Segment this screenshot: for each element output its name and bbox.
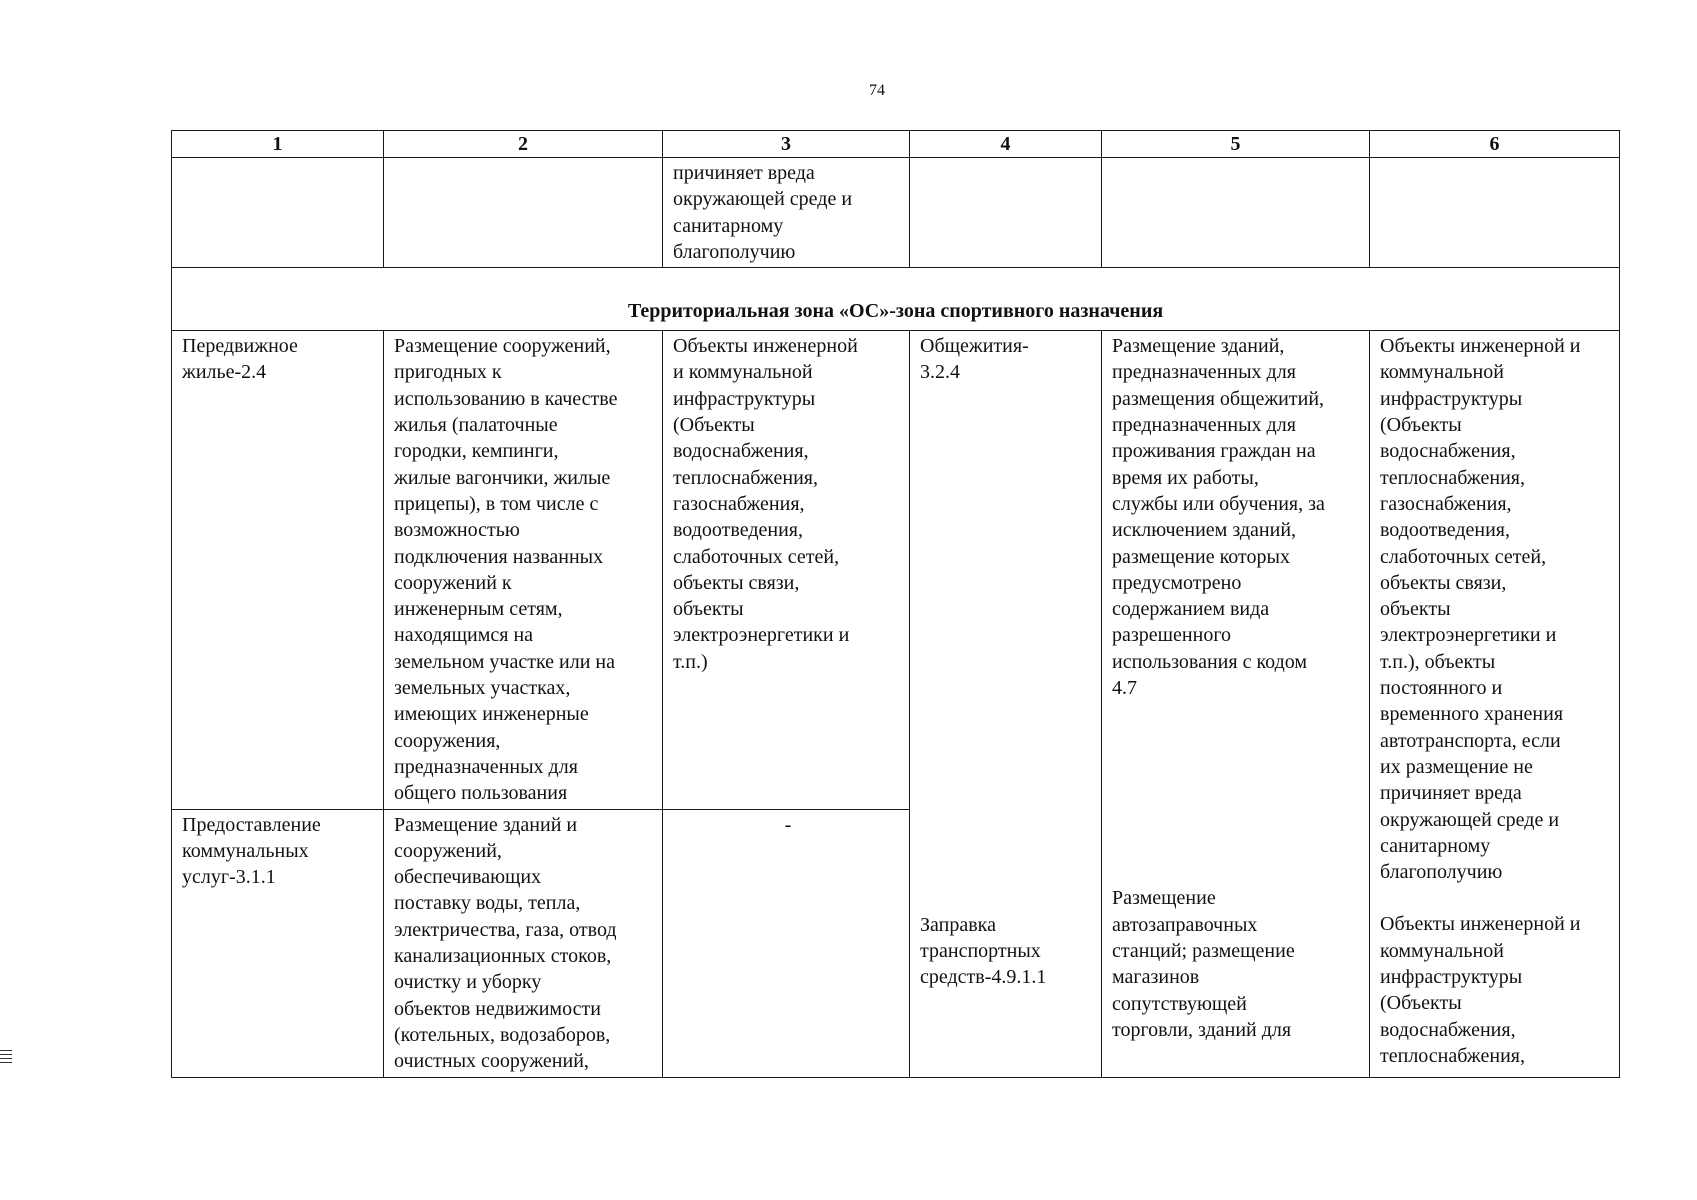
table-cell: Предоставление коммунальных услуг-3.1.1 xyxy=(172,809,384,1077)
table-cell xyxy=(172,158,384,268)
header-cell: 5 xyxy=(1102,131,1370,158)
header-cell: 3 xyxy=(663,131,910,158)
zone-title-row xyxy=(172,268,1620,331)
table-cell xyxy=(1102,158,1370,268)
table-cell: Передвижное жилье-2.4 xyxy=(172,331,384,809)
col5-item-2: Размещение автозаправочных станций; размещение магазинов сопутствующей торговли, зданий для xyxy=(1112,887,1295,1041)
binding-marks xyxy=(0,1050,12,1066)
col6-item-1: Объекты инженерной и коммунальной инфраструктуры (Объекты водоснабжения, теплоснабжения, газоснабжения, водоотведения, слаботочных сетей, объекты связи, объекты электроэнергетики и т.п.), объекты постоянного и временного хранения автотранспорта, если их размещение не причиняет вреда окружающей среде и санитарному благополучию xyxy=(1380,335,1581,884)
header-cell: 2 xyxy=(384,131,663,158)
continued-row xyxy=(172,158,1620,268)
land-use-table xyxy=(171,130,1620,1078)
table-cell-col6 xyxy=(1370,331,1620,1077)
col4-item-1: Общежития- 3.2.4 xyxy=(920,335,1029,384)
table-cell xyxy=(1370,158,1620,268)
page-number: 74 xyxy=(869,82,885,99)
table-cell xyxy=(910,158,1102,268)
zone-title: Территориальная зона «ОС»-зона спортивного назначения xyxy=(172,268,1620,331)
table-cell-col4 xyxy=(910,331,1102,1077)
table-cell: - xyxy=(663,809,910,1077)
table-row xyxy=(172,331,1620,809)
col4-item-2: Заправка транспортных средств-4.9.1.1 xyxy=(920,913,1047,989)
table-cell-col5 xyxy=(1102,331,1370,1077)
header-cell: 1 xyxy=(172,131,384,158)
table-cell: Объекты инженерной и коммунальной инфраструктуры (Объекты водоснабжения, теплоснабжения, газоснабжения, водоотведения, слаботочных сетей, объекты связи, объекты электроэнергетики и т.п.) xyxy=(663,331,910,809)
col5-item-1: Размещение зданий, предназначенных для размещения общежитий, предназначенных для проживания граждан на время их работы, службы или обучения, за исключением зданий, размещение которых предусмотрено содержанием вида разрешенного использования с кодом 4.7 xyxy=(1112,335,1325,700)
header-cell: 4 xyxy=(910,131,1102,158)
header-row xyxy=(172,131,1620,158)
col6-item-2: Объекты инженерной и коммунальной инфраструктуры (Объекты водоснабжения, теплоснабжения, xyxy=(1380,913,1581,1067)
table-cell: Размещение зданий и сооружений, обеспечивающих поставку воды, тепла, электричества, газа, отвод канализационных стоков, очистку и уборку объектов недвижимости (котельных, водозаборов, очистных сооружений, xyxy=(384,809,663,1077)
header-cell: 6 xyxy=(1370,131,1620,158)
table-cell: причиняет вреда окружающей среде и санитарному благополучию xyxy=(663,158,910,268)
table-cell xyxy=(384,158,663,268)
table-cell: Размещение сооружений, пригодных к использованию в качестве жилья (палаточные городки, кемпинги, жилые вагончики, жилые прицепы), в том числе с возможностью подключения названных сооружений к инженерным сетям, находящимся на земельном участке или на земельных участках, имеющих инженерные сооружения, предназначенных для общего пользования xyxy=(384,331,663,809)
